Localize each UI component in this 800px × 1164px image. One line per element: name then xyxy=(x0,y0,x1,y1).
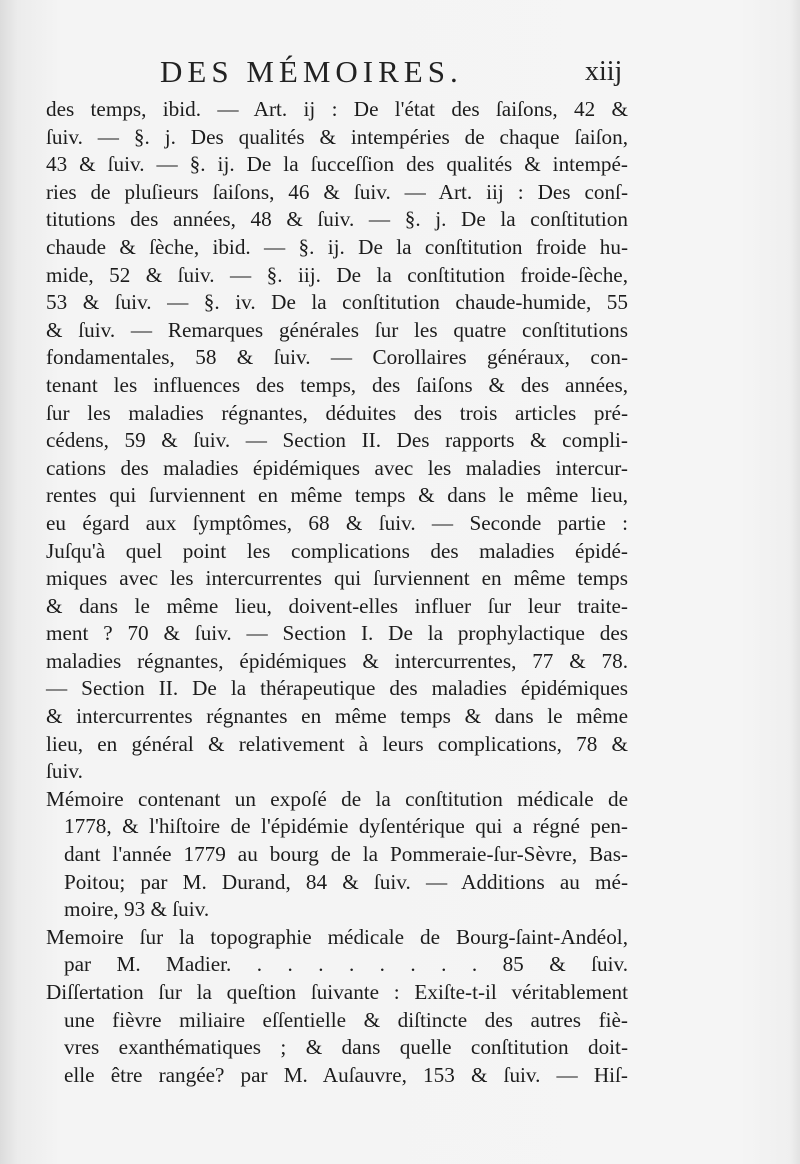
text-line: lieu, en général & relativement à leurs complications, 78 & xyxy=(46,731,628,756)
text-line: maladies régnantes, épidémiques & intercurrentes, 77 & 78. xyxy=(46,648,628,673)
text-line: tenant les influences des temps, des ſaiſons & des années, xyxy=(46,372,628,397)
text-line: 43 & ſuiv. — §. ij. De la ſucceſſion des qualités & intempé- xyxy=(46,152,628,177)
text-line: & intercurrentes régnantes en même temps & dans le même xyxy=(46,704,628,729)
text-line: miques avec les intercurrentes qui ſurviennent en même temps xyxy=(46,566,628,591)
text-line: Juſqu'à quel point les complications des maladies épidé- xyxy=(46,538,628,563)
text-line: & dans le même lieu, doivent-elles influer ſur leur traite- xyxy=(46,593,628,618)
text-line: rentes qui ſurviennent en même temps & dans le même lieu, xyxy=(46,483,628,508)
text-line: des temps, ibid. — Art. ij : De l'état des ſaiſons, 42 & xyxy=(46,97,628,121)
entry-first-line: Mémoire contenant un expoſé de la conſtitution médicale de xyxy=(46,786,628,811)
text-line: 1778, & l'hiſtoire de l'épidémie dyſentérique qui a régné pen- xyxy=(64,814,628,839)
text-line: eu égard aux ſymptômes, 68 & ſuiv. — Seconde partie : xyxy=(46,510,628,535)
text-line: Poitou; par M. Durand, 84 & ſuiv. — Additions au mé- xyxy=(64,869,628,894)
entry-first-line: Memoire ſur la topographie médicale de Bourg-ſaint-Andéol, xyxy=(46,924,628,949)
page-header xyxy=(0,54,800,94)
text-line: ſuiv. — §. j. Des qualités & intempéries de chaque ſaiſon, xyxy=(46,124,628,149)
text-line: ries de pluſieurs ſaiſons, 46 & ſuiv. — Art. iij : Des conſ- xyxy=(46,179,628,204)
text-line: — Section II. De la thérapeutique des maladies épidémiques xyxy=(46,676,628,701)
text-line: dant l'année 1779 au bourg de la Pommeraie-ſur-Sèvre, Bas- xyxy=(64,842,628,867)
text-line: ſuiv. xyxy=(46,759,83,784)
text-line: mide, 52 & ſuiv. — §. iij. De la conſtitution froide-ſèche, xyxy=(46,262,628,287)
text-line: une fièvre miliaire eſſentielle & diſtincte des autres fiè- xyxy=(64,1007,628,1032)
text-line: fondamentales, 58 & ſuiv. — Corollaires généraux, con- xyxy=(46,345,628,370)
text-line: par M. Madier. . . . . . . . . 85 & ſuiv. xyxy=(64,952,628,977)
page-number: xiij xyxy=(585,56,623,87)
text-line: chaude & ſèche, ibid. — §. ij. De la conſtitution froide hu- xyxy=(46,234,628,259)
table-of-contents-text xyxy=(46,96,628,1089)
entry-first-line: Diſſertation ſur la queſtion ſuivante : Exiſte-t-il véritablement xyxy=(46,980,628,1004)
text-line: elle être rangée? par M. Auſauvre, 153 & ſuiv. — Hiſ- xyxy=(64,1062,628,1087)
text-line: cations des maladies épidémiques avec les maladies intercur- xyxy=(46,455,628,480)
text-line: titutions des années, 48 & ſuiv. — §. j. De la conſtitution xyxy=(46,207,628,232)
text-line: 53 & ſuiv. — §. iv. De la conſtitution chaude-humide, 55 xyxy=(46,290,628,315)
text-line: ſur les maladies régnantes, déduites des trois articles pré- xyxy=(46,400,628,425)
text-line: vres exanthématiques ; & dans quelle conſtitution doit- xyxy=(64,1035,628,1060)
running-title: DES MÉMOIRES. xyxy=(160,54,463,89)
text-line: ment ? 70 & ſuiv. — Section I. De la prophylactique des xyxy=(46,621,628,646)
text-line: & ſuiv. — Remarques générales ſur les quatre conſtitutions xyxy=(46,317,628,342)
text-line: moire, 93 & ſuiv. xyxy=(64,897,210,922)
text-line: cédens, 59 & ſuiv. — Section II. Des rapports & compli- xyxy=(46,428,628,453)
